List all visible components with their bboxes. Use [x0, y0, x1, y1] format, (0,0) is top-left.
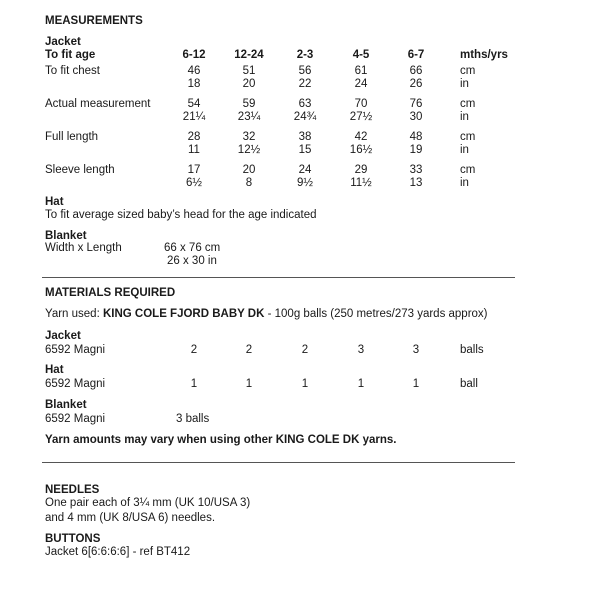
cm-value: 66 — [409, 65, 423, 77]
in-value: 30 — [409, 111, 423, 123]
needles-line2: and 4 mm (UK 8/USA 6) needles. — [45, 512, 216, 524]
item-unit: balls — [460, 344, 484, 356]
yarn-note: Yarn amounts may vary when using other KING COLE DK yarns. — [45, 434, 397, 446]
cm-value: 20 — [242, 164, 256, 176]
cm-value: 28 — [187, 131, 201, 143]
cm-value: 61 — [354, 65, 368, 77]
unit-cm: cm — [460, 164, 476, 176]
in-value: 8 — [245, 177, 253, 189]
in-value: 12½ — [237, 144, 261, 156]
qty-value: 1 — [301, 378, 309, 390]
in-value: 11½ — [350, 177, 372, 189]
in-value: 19 — [409, 144, 423, 156]
measurements-heading: MEASUREMENTS — [45, 15, 143, 27]
qty-value: 1 — [245, 378, 253, 390]
qty-value: 1 — [412, 378, 420, 390]
item-label: Jacket — [45, 330, 81, 342]
cm-value: 51 — [242, 65, 256, 77]
cm-value: 48 — [409, 131, 423, 143]
qty-value: 3 — [357, 344, 365, 356]
size-header: 4-5 — [352, 49, 370, 61]
in-value: 21¼ — [182, 111, 206, 123]
qty-value: 2 — [245, 344, 253, 356]
unit-in: in — [460, 78, 469, 90]
cm-value: 76 — [409, 98, 423, 110]
unit-cm: cm — [460, 131, 476, 143]
materials-heading: MATERIALS REQUIRED — [45, 287, 176, 299]
cm-value: 33 — [409, 164, 423, 176]
yarn-used: Yarn used: KING COLE FJORD BABY DK - 100g balls (250 metres/273 yards approx) — [45, 308, 488, 320]
yarn-name: KING COLE FJORD BABY DK — [102, 308, 265, 320]
row-label: Full length — [45, 131, 99, 143]
in-value: 16½ — [349, 144, 373, 156]
in-value: 23¼ — [237, 111, 261, 123]
buttons-text: Jacket 6[6:6:6:6] - ref BT412 — [45, 546, 191, 558]
in-value: 18 — [187, 78, 201, 90]
blanket-in: 26 x 30 in — [167, 255, 217, 267]
hat-text: To fit average sized baby’s head for the age indicated — [45, 209, 317, 221]
cm-value: 29 — [354, 164, 368, 176]
in-value: 24¾ — [293, 111, 317, 123]
unit-in: in — [460, 177, 469, 189]
item-shade: 6592 Magni — [45, 378, 106, 390]
item-label: Hat — [45, 364, 64, 376]
item-unit: ball — [460, 378, 478, 390]
row-label: Actual measurement — [45, 98, 151, 110]
cm-value: 59 — [242, 98, 256, 110]
blanket-dim-label: Width x Length — [45, 242, 122, 254]
row-label: Sleeve length — [45, 164, 115, 176]
age-label: To fit age — [45, 49, 96, 61]
cm-value: 42 — [354, 131, 368, 143]
in-value: 20 — [242, 78, 256, 90]
size-header: 6-7 — [407, 49, 425, 61]
cm-value: 70 — [354, 98, 368, 110]
cm-value: 38 — [298, 131, 312, 143]
blanket-label: Blanket — [45, 230, 87, 242]
hat-label: Hat — [45, 196, 64, 208]
cm-value: 54 — [187, 98, 201, 110]
in-value: 24 — [354, 78, 368, 90]
item-shade: 6592 Magni — [45, 344, 106, 356]
in-value: 11 — [188, 144, 200, 156]
needles-heading: NEEDLES — [45, 484, 100, 496]
cm-value: 46 — [187, 65, 201, 77]
unit-cm: cm — [460, 98, 476, 110]
cm-value: 63 — [298, 98, 312, 110]
in-value: 15 — [298, 144, 312, 156]
jacket-label: Jacket — [45, 36, 81, 48]
blanket-cm: 66 x 76 cm — [164, 242, 221, 254]
needles-line1: One pair each of 3¼ mm (UK 10/USA 3) — [45, 497, 251, 509]
qty-value: 3 — [412, 344, 420, 356]
buttons-heading: BUTTONS — [45, 533, 101, 545]
in-value: 13 — [409, 177, 423, 189]
in-value: 6½ — [186, 177, 202, 189]
unit-in: in — [460, 144, 469, 156]
size-header: 12-24 — [234, 49, 264, 61]
in-value: 9½ — [297, 177, 313, 189]
row-label: To fit chest — [45, 65, 100, 77]
unit-header: mths/yrs — [460, 49, 508, 61]
in-value: 26 — [409, 78, 423, 90]
in-value: 27½ — [349, 111, 373, 123]
qty-value: 2 — [301, 344, 309, 356]
blanket-materials-label: Blanket — [45, 399, 87, 411]
divider — [42, 462, 515, 463]
unit-in: in — [460, 111, 469, 123]
cm-value: 56 — [298, 65, 312, 77]
cm-value: 17 — [187, 164, 201, 176]
cm-value: 32 — [242, 131, 256, 143]
size-header: 6-12 — [182, 49, 206, 61]
qty-value: 1 — [190, 378, 198, 390]
size-header: 2-3 — [296, 49, 314, 61]
qty-value: 2 — [190, 344, 198, 356]
blanket-qty: 3 balls — [176, 413, 210, 425]
blanket-shade: 6592 Magni — [45, 413, 106, 425]
cm-value: 24 — [298, 164, 312, 176]
unit-cm: cm — [460, 65, 476, 77]
qty-value: 1 — [357, 378, 365, 390]
in-value: 22 — [298, 78, 312, 90]
divider — [42, 277, 515, 278]
